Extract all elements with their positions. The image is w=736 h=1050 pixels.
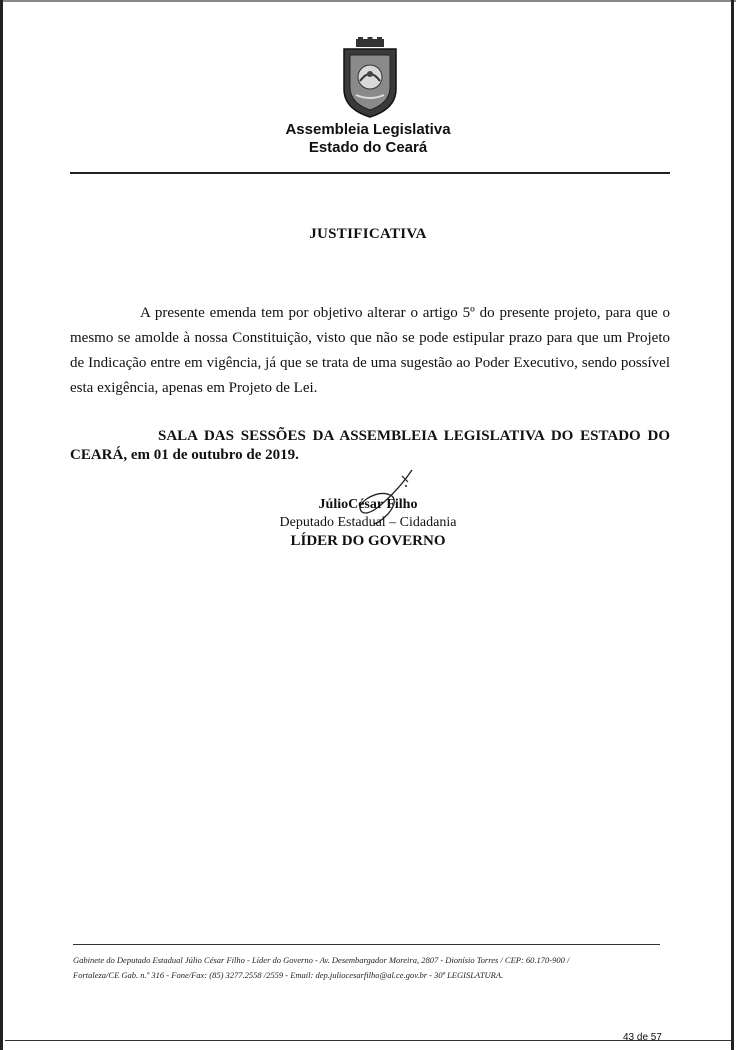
footer-address-line2: Fortaleza/CE Gab. n.º 316 - Fone/Fax: (85) 3277.2558 /2559 - Email: dep.juliocesarfilho@al.ce.gov.br - 30ª LEGISLATURA. [73, 970, 504, 980]
closing-statement: SALA DAS SESSÕES DA ASSEMBLEIA LEGISLATIVA DO ESTADO DO CEARÁ, em 01 de outubro de 2019. [70, 428, 670, 463]
justification-paragraph: A presente emenda tem por objetivo alterar o artigo 5º do presente projeto, para que o mesmo se amolde à nossa Constituição, visto que não se pode estipular prazo para que um Projeto de Indicação entre em vigência, já que se trata de uma sugestão ao Poder Executivo, sendo possível esta exigência, apenas em Projeto de Lei. [70, 305, 670, 396]
page-top-edge [0, 0, 736, 2]
document-title: JUSTIFICATIVA [309, 226, 427, 242]
footer-address-line1: Gabinete do Deputado Estadual Júlio César Filho - Líder do Governo - Av. Desembargador Moreira, 2807 - Dionísio Torres / CEP: 60.170-900 / [73, 955, 570, 965]
institution-state: Estado do Ceará [308, 139, 428, 156]
state-coat-of-arms-icon [338, 37, 402, 119]
header-divider [70, 172, 670, 174]
page-indicator: 43 de 57 [623, 1032, 662, 1043]
signatory-role: Deputado Estadual – Cidadania [279, 515, 457, 530]
signatory-name: JúlioCésar Filho [318, 497, 418, 512]
institution-name: Assembleia Legislativa [285, 121, 451, 138]
signatory-position: LÍDER DO GOVERNO [290, 533, 446, 549]
footer-divider [73, 944, 660, 945]
